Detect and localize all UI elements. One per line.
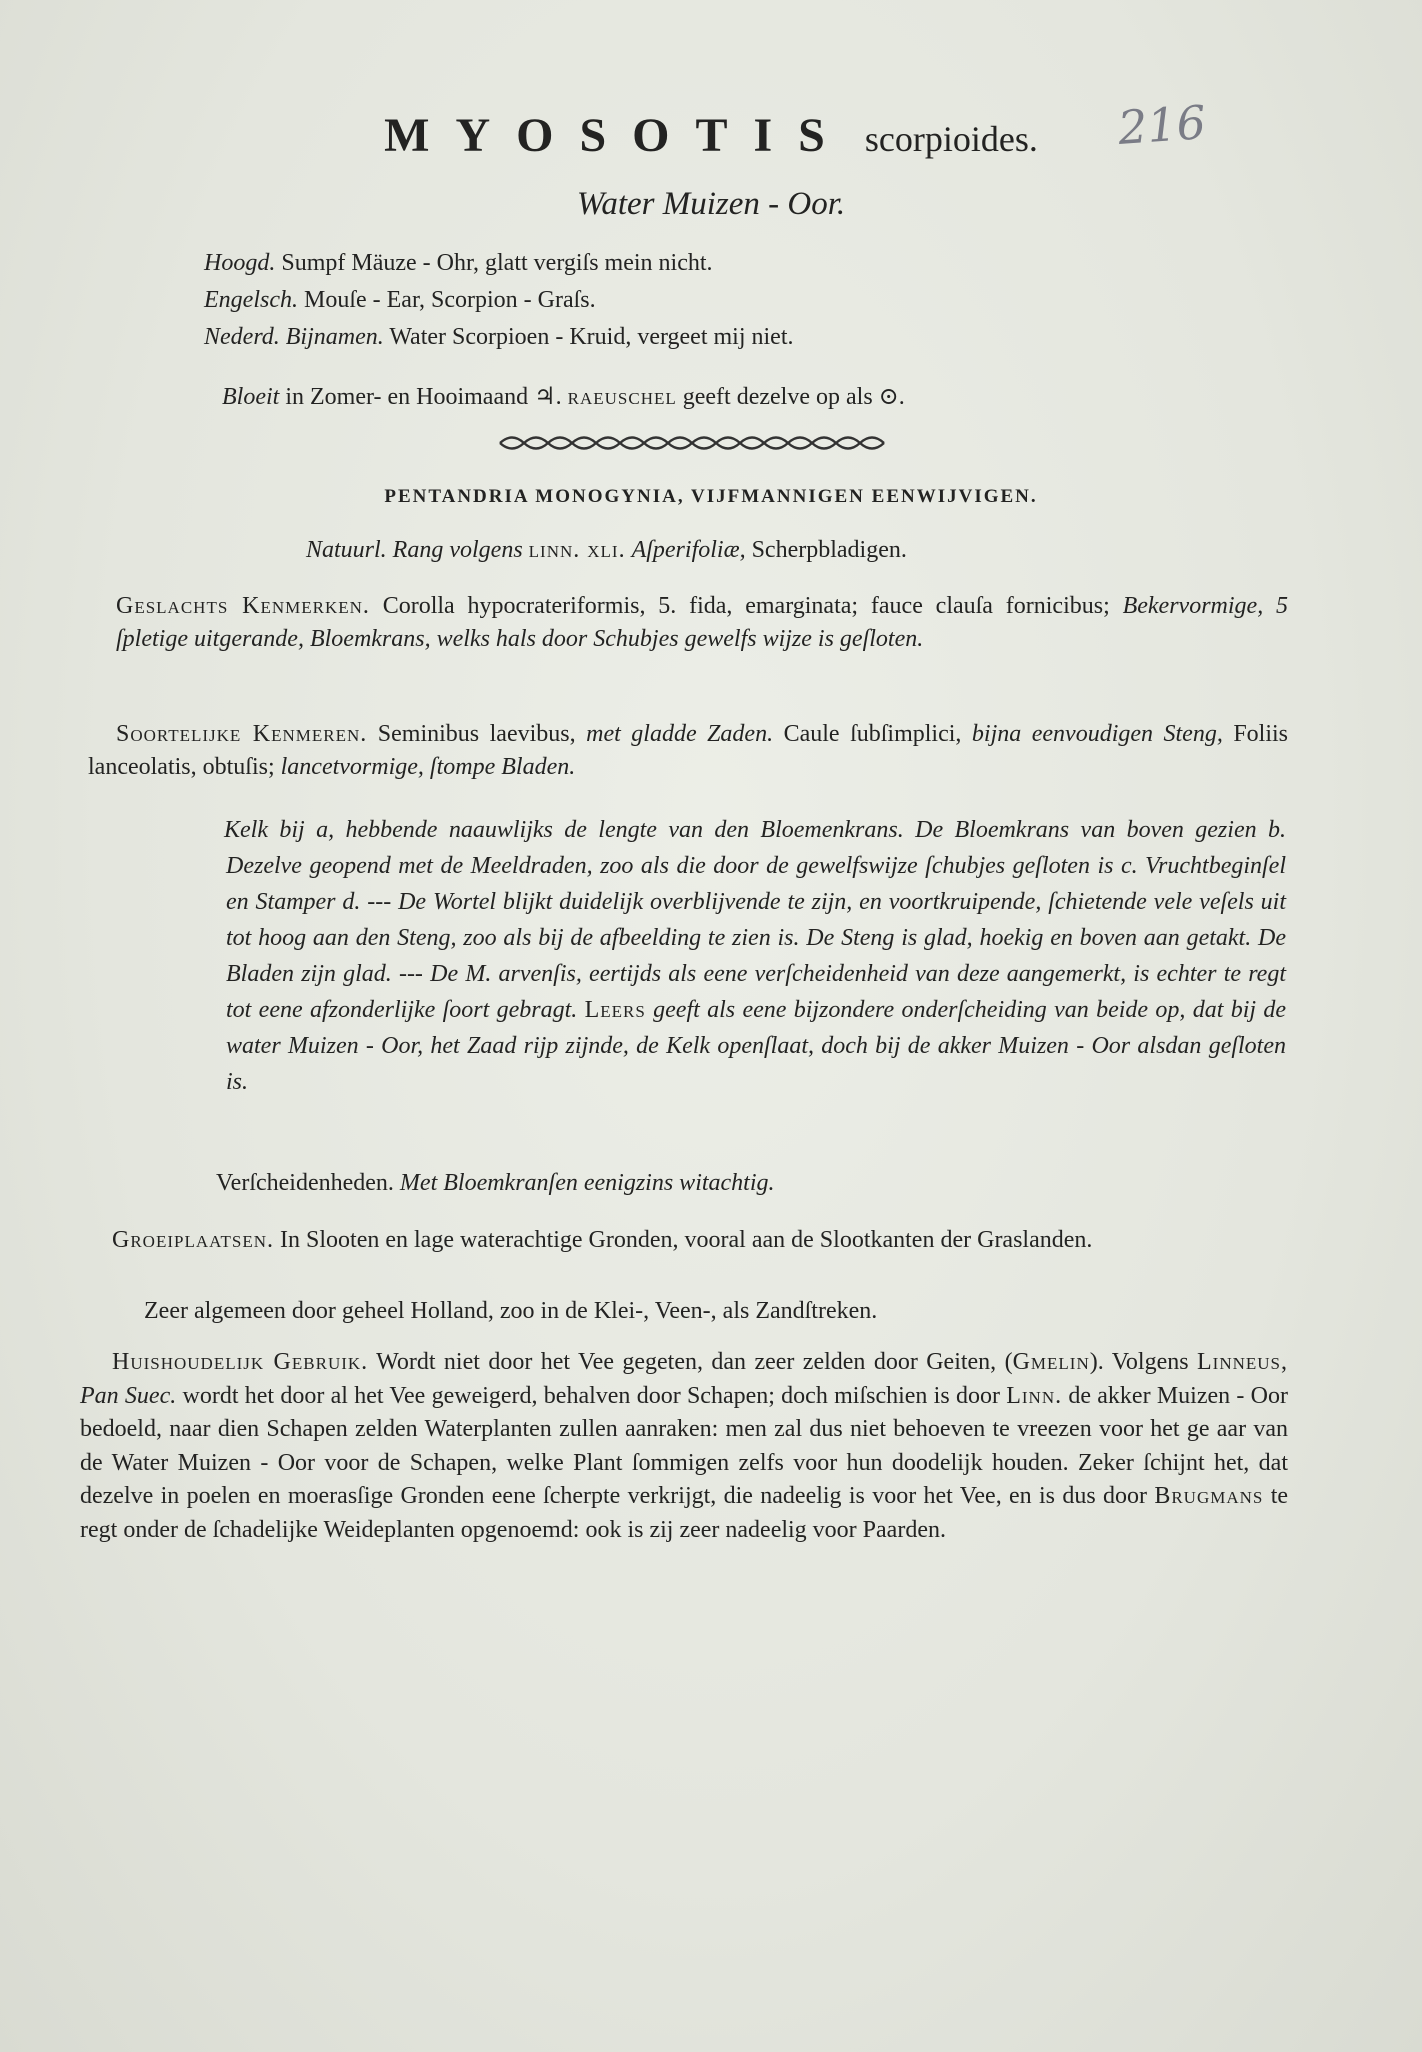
gebruik-t4: de akker Muizen - Oor bedoeld, naar dien Schapen zelden Waterplanten zullen aanraken: men zal dus niet behoeven te vreezen voor het ge aar van de Water Muizen - Oor voor de Schapen, welke Plant ſommigen zelfs voor hun doodelijk houden. Zeker ſchijnt het, dat dezelve in poelen en moerasſige Gronden eene ſcherpte verkrijgt, die nadeelig is voor het Vee, en is dus door xyxy=(80,1382,1288,1509)
groeiplaatsen-label: Groeiplaatsen. xyxy=(112,1227,275,1253)
gebruik-t3: wordt het door al het Vee geweigerd, behalven door Schapen; doch miſschien is door xyxy=(182,1382,1000,1409)
nederd-text: Water Scorpioen - Kruid, vergeet mij niet. xyxy=(389,324,794,350)
nederd-label: Nederd. Bijnamen. xyxy=(204,324,384,350)
class-heading: PENTANDRIA MONOGYNIA, VIJFMANNIGEN EENWIJVIGEN. xyxy=(384,486,1038,507)
gebruik-t2: ). Volgens xyxy=(1089,1349,1189,1375)
asperifoliae: Aſperifoliæ, xyxy=(631,537,746,563)
bloei-label: Bloeit xyxy=(222,384,280,410)
soort-latin1: Seminibus laevibus, xyxy=(377,721,576,747)
soort-dutch1: met gladde Zaden. xyxy=(586,721,774,747)
gebruik-t1: Wordt niet door het Vee gegeten, dan zeer zelden door Geiten, ( xyxy=(376,1349,1013,1375)
species-epithet: scorpioides. xyxy=(864,119,1038,159)
habitat-line-2: Zeer algemeen door geheel Holland, zoo in de Klei-, Veen-, als Zandſtreken. xyxy=(144,1298,878,1324)
varieties-text: Met Bloemkranſen eenigzins witachtig. xyxy=(399,1170,775,1196)
linn-ref: linn. xli. xyxy=(528,537,626,563)
household-use-paragraph xyxy=(80,1346,1288,1547)
varieties-label: Verſcheidenheden. xyxy=(216,1170,394,1196)
description-paragraph xyxy=(226,812,1286,1100)
natuurl-label: Natuurl. Rang volgens xyxy=(306,537,523,563)
hoogd-label: Hoogd. xyxy=(204,250,276,276)
scherpbladigen: Scherpbladigen. xyxy=(751,537,907,563)
habitat-paragraph xyxy=(112,1224,1288,1257)
engelsch-label: Engelsch. xyxy=(204,287,298,313)
engelsch-text: Mouſe - Ear, Scorpion - Graſs. xyxy=(303,287,596,313)
species-characters xyxy=(88,718,1288,784)
leers-ref: Leers xyxy=(584,997,646,1023)
genus-characters xyxy=(116,590,1288,656)
description-text: Kelk bij a, hebbende naauwlijks de lengte van den Bloemenkrans. De Bloemkrans van boven gezien b. Dezelve geopend met de Meeldraden, zoo als die door de gewelfswijze ſchubjes geſloten is c. Vruchtbeginſel en Stamper d. --- De Wortel blijkt duidelijk overblijvende te zijn, en voortkruipende, ſchietende vele veſels uit tot hoog aan den Steng, zoo als bij de afbeelding te zien is. De Steng is glad, hoekig en boven aan getakt. De Bladen zijn glad. --- De M. arvenſis, eertijds als eene verſcheidenheid van deze aangemerkt, is echter te regt tot eene afzonderlijke ſoort gebragt. xyxy=(224,817,1286,1023)
brugmans-ref: Brugmans xyxy=(1154,1483,1264,1509)
geslachts-dutch: Bekervormige, 5 ſpletige uitgerande, Bloemkrans, welks hals door Schubjes gewelfs wijze is geſloten. xyxy=(116,593,1289,652)
geslachts-label: Geslachts Kenmerken. xyxy=(116,593,370,619)
name-line-engelsch xyxy=(204,287,596,314)
genus-name: MYOSOTIS xyxy=(384,109,851,162)
varieties-line xyxy=(216,1170,775,1197)
handwritten-page-number: 216 xyxy=(1116,95,1208,155)
gebruik-t5: te regt onder de ſchadelijke Weideplanten opgenoemd: ook is zij zeer nadeelig voor Paarden. xyxy=(80,1483,1289,1543)
linn-ref-2: Linn. xyxy=(1006,1382,1063,1409)
ornament-divider xyxy=(498,432,898,459)
soort-latin3: Foliis lanceolatis, obtuſis; xyxy=(88,721,1289,780)
soort-dutch3: lancetvormige, ſtompe Bladen. xyxy=(280,754,576,780)
gmelin-ref: Gmelin xyxy=(1012,1349,1090,1375)
linneus-ref: Linneus, xyxy=(1197,1349,1288,1375)
groeiplaatsen-text: In Slooten en lage waterachtige Gronden, vooral aan de Slootkanten der Graslanden. xyxy=(280,1227,1093,1253)
soort-latin2: Caule ſubſimplici, xyxy=(783,721,962,747)
flowering-line xyxy=(222,382,905,411)
soort-dutch2: bijna eenvoudigen Steng, xyxy=(971,721,1223,747)
name-line-hoogd xyxy=(204,250,713,277)
soortelijke-label: Soortelijke Kenmeren. xyxy=(116,721,368,747)
natural-rank-line xyxy=(306,537,907,564)
page-title xyxy=(0,108,1422,163)
description-text2: geeft als eene bijzondere onderſcheiding van beide op, dat bij de water Muizen - Oor, het Zaad rijp zijnde, de Kelk openſlaat, doch bij de akker Muizen - Oor alsdan geſloten is. xyxy=(226,997,1287,1095)
pan-suec: Pan Suec. xyxy=(80,1382,177,1409)
bloei-rest: geeft dezelve op als ⊙. xyxy=(682,384,905,410)
hoogd-text: Sumpf Mäuze - Ohr, glatt vergiſs mein nicht. xyxy=(281,250,713,276)
bloei-text: in Zomer- en Hooimaand ♃. xyxy=(285,384,562,410)
dutch-common-name: Water Muizen - Oor. xyxy=(576,186,846,222)
gebruik-label: Huishoudelijk Gebruik. xyxy=(112,1349,369,1375)
geslachts-latin: Corolla hypocrateriformis, 5. fida, emarginata; fauce clauſa fornicibus; xyxy=(382,593,1110,619)
bloei-author: raeuschel xyxy=(567,384,677,410)
name-line-nederd xyxy=(204,324,794,351)
